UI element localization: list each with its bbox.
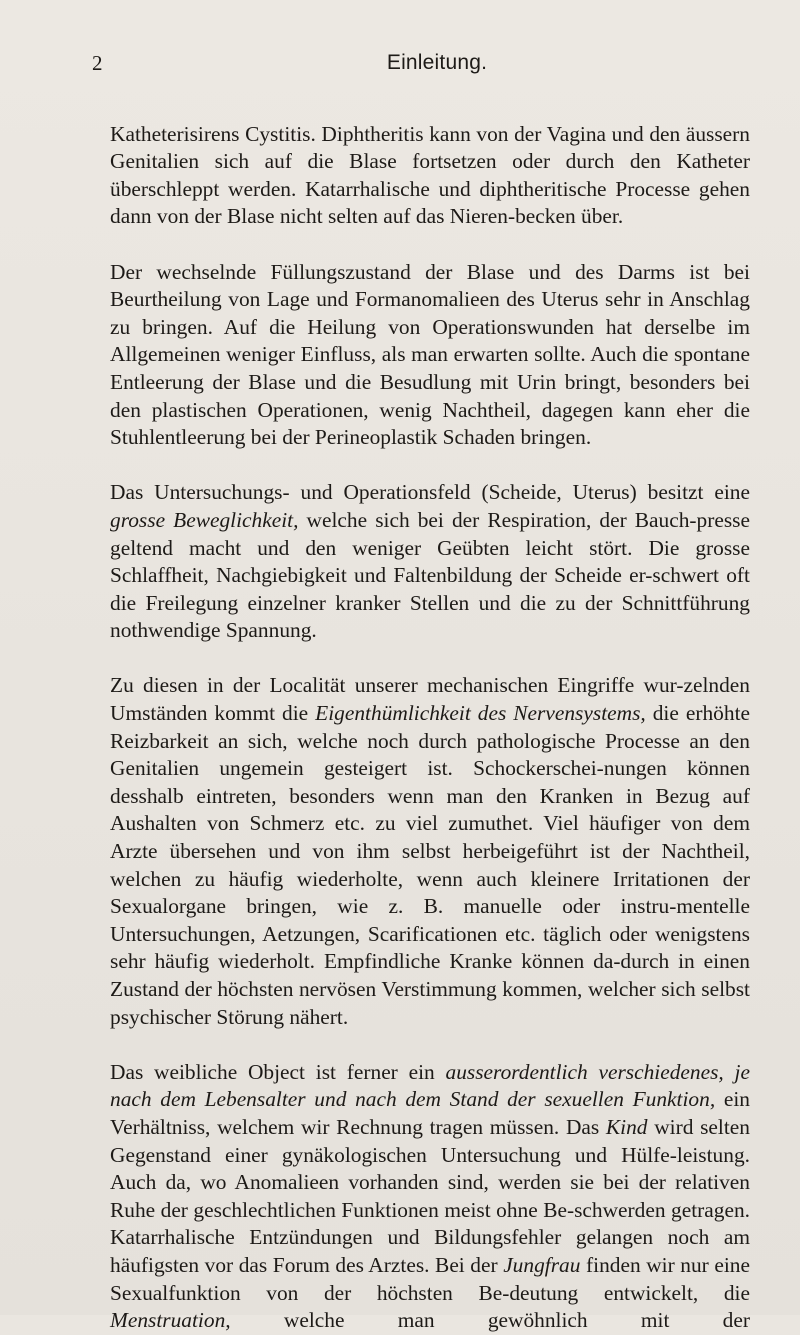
page-header — [92, 48, 782, 78]
paragraph-1 — [110, 93, 750, 231]
main-text — [110, 93, 750, 1335]
paragraph-5-text-5: welche man gewöhnlich mit der — [230, 1308, 750, 1333]
paragraph-4-text-1: Zu diesen in der Localität unserer mechanischen Eingriffe wur-zelnden Umständen kommt die — [110, 673, 750, 726]
paragraph-5 — [110, 1031, 750, 1335]
paragraph-5-emphasis-4: Menstruation, — [110, 1308, 231, 1333]
paragraph-4-emphasis: Eigenthümlichkeit des Nervensystems, — [315, 701, 646, 726]
paragraph-5-text-3: wird selten Gegenstand einer gynäkologischen Untersuchung und Hülfe-leistung. Auch da, wo Anomalieen vorhanden sind, werden sie bei der relativen Ruhe der geschlechtlichen Funktionen meist ohne Be-schwerden getragen. Katarrhalische Entzündungen und Bildungsfehler gelangen noch am häufigsten vor das Forum des Arztes. Bei der — [110, 1114, 750, 1277]
paragraph-4 — [110, 645, 750, 1031]
paragraph-3 — [110, 452, 750, 645]
paragraph-3-text-1: Das Untersuchungs- und Operationsfeld (Scheide, Uterus) besitzt eine — [110, 480, 750, 505]
running-head: Einleitung. — [386, 51, 488, 74]
paragraph-5-emphasis-2: Kind — [605, 1114, 648, 1139]
paragraph-5-emphasis-1: ausserordentlich verschiedenes, je nach dem Lebensalter und nach dem Stand der sexuellen Funktion, — [110, 1059, 750, 1112]
paragraph-3-text-2: welche sich bei der Respiration, der Bauch-presse geltend macht und den weniger Geübten leicht stört. Die grosse Schlaffheit, Nachgiebigkeit und Faltenbildung der Scheide er-schwert oft die Freilegung einzelner kranker Stellen und die zu der Schnittführung nothwendige Spannung. — [110, 507, 750, 643]
paragraph-1-text: Katheterisirens Cystitis. Diphtheritis kann von der Vagina und den äussern Genitalien sich auf die Blase fortsetzen oder durch den Katheter überschleppt werden. Katarrhalische und diphtheritische Processe gehen dann von der Blase nicht selten auf das Nieren-becken über. — [110, 121, 750, 229]
paragraph-5-text-4: finden wir nur eine Sexualfunktion von der höchsten Be-deutung entwickelt, die — [110, 1252, 750, 1305]
paragraph-5-emphasis-3: Jungfrau — [503, 1252, 581, 1277]
paragraph-3-emphasis: grosse Beweglichkeit, — [110, 507, 299, 532]
paragraph-2-text: Der wechselnde Füllungszustand der Blase und des Darms ist bei Beurtheilung von Lage und Formanomalieen des Uterus sehr in Anschlag zu bringen. Auf die Heilung von Operationswunden hat derselbe im Allgemeinen weniger Einfluss, als man erwarten sollte. Auch die spontane Entleerung der Blase und die Besudlung mit Urin bringt, besonders bei den plastischen Operationen, wenig Nachtheil, dagegen kann eher die Stuhlentleerung bei der Perineoplastik Schaden bringen. — [110, 259, 750, 450]
paragraph-2 — [110, 231, 750, 452]
paragraph-5-text-1: Das weibliche Object ist ferner ein — [110, 1059, 446, 1084]
page-number: 2 — [92, 51, 103, 75]
paragraph-5-text-2: ein Verhältniss, welchem wir Rechnung tragen müssen. Das — [110, 1087, 750, 1139]
paragraph-4-text-2: die erhöhte Reizbarkeit an sich, welche noch durch pathologische Processe an den Genitalien ungemein gesteigert ist. Schockerschei-nungen können desshalb eintreten, besonders wenn man den Kranken in Bezug auf Aushalten von Schmerz etc. zu viel zumuthet. Viel häufiger von dem Arzte übersehen und von ihm selbst herbeigeführt ist der Nachtheil, welchen zu häufig wiederholte, wenn auch kleinere Irritationen der Sexualorgane bringen, wie z. B. manuelle oder instru-mentelle Untersuchungen, Aetzungen, Scarificationen etc. täglich oder wenigstens sehr häufig wiederholt. Empfindliche Kranke können da-durch in einen Zustand der höchsten nervösen Verstimmung kommen, welcher sich selbst psychischer Störung nähert. — [110, 701, 751, 1029]
